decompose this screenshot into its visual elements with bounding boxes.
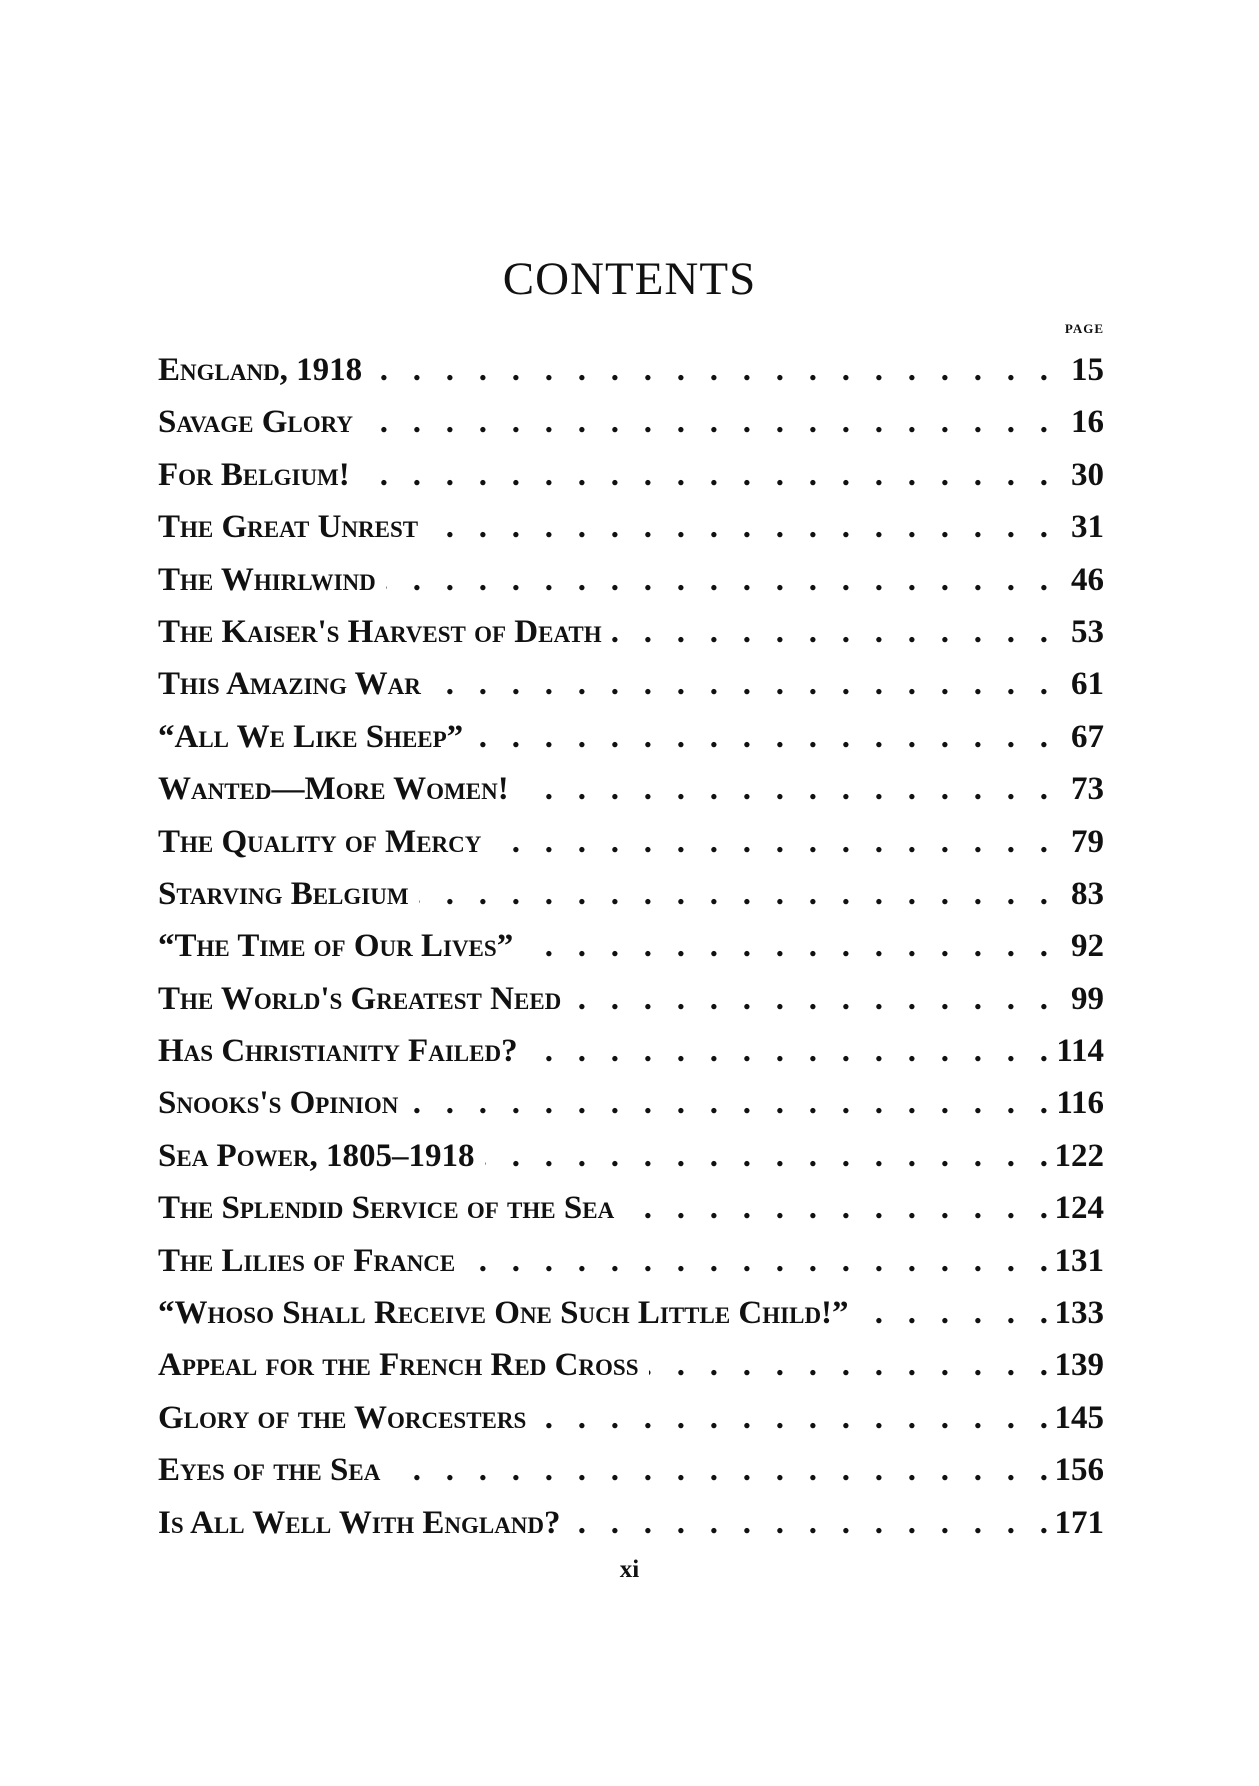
- toc-entry-page: 67: [1071, 718, 1104, 755]
- toc-entry-page: 133: [1054, 1295, 1104, 1332]
- toc-entry: [158, 396, 1104, 448]
- toc-entry-page: 131: [1054, 1242, 1104, 1279]
- toc-entry-page: 156: [1054, 1452, 1104, 1489]
- toc-entry: [158, 606, 1104, 658]
- dot-leader: [528, 1025, 1048, 1077]
- toc-entry-title: Appeal for the French Red Cross: [158, 1347, 639, 1384]
- dot-leader: [390, 1444, 1048, 1496]
- toc-entry-title: The Whirlwind: [158, 561, 376, 598]
- toc-entry-title: England, 1918: [158, 352, 363, 388]
- toc-entry-title: “All We Like Sheep”: [158, 718, 464, 755]
- toc-entry-page: 73: [1071, 771, 1104, 808]
- dot-leader: [519, 763, 1048, 815]
- dot-leader: [491, 816, 1048, 868]
- toc-entry-title: The World's Greatest Need: [158, 980, 562, 1017]
- toc-entry: [158, 816, 1104, 868]
- toc-entry: [158, 763, 1104, 815]
- toc-entry-page: 139: [1054, 1347, 1104, 1384]
- toc-entry: [158, 1130, 1104, 1182]
- toc-entry-title: The Quality of Mercy: [158, 823, 482, 860]
- dot-leader: [536, 1392, 1048, 1444]
- dot-leader: [523, 920, 1048, 972]
- dot-leader: [465, 1235, 1048, 1287]
- toc-entry-title: Eyes of the Sea: [158, 1452, 381, 1489]
- toc-entry: [158, 501, 1104, 553]
- toc-entry-title: The Kaiser's Harvest of Death: [158, 613, 602, 650]
- toc-entry: [158, 1287, 1104, 1339]
- toc-entry: [158, 1444, 1104, 1496]
- dot-leader: [386, 554, 1048, 606]
- dot-leader: [571, 973, 1048, 1025]
- dot-leader: [473, 711, 1048, 763]
- toc-entry: [158, 554, 1104, 606]
- page-column-label: PAGE: [1064, 321, 1104, 336]
- toc-entry-page: 61: [1071, 666, 1104, 703]
- toc-entry-page: 124: [1054, 1190, 1104, 1227]
- toc-entry: [158, 1025, 1104, 1077]
- toc-entry-title: The Splendid Service of the Sea: [158, 1190, 615, 1227]
- toc-entry-title: This Amazing War: [158, 666, 421, 703]
- toc-entry-title: Snooks's Opinion: [158, 1085, 399, 1122]
- toc-entry: [158, 920, 1104, 972]
- toc-entry: [158, 868, 1104, 920]
- toc-entry-page: 16: [1071, 404, 1104, 441]
- toc-entry-title: Is All Well With England?: [158, 1504, 561, 1541]
- toc-entry: [158, 1392, 1104, 1444]
- toc-entry-page: 83: [1071, 875, 1104, 912]
- toc-entry: [158, 973, 1104, 1025]
- dot-leader: [372, 344, 1048, 396]
- toc-entry-title: “Whoso Shall Receive One Such Little Child!”: [158, 1295, 849, 1332]
- toc-entry-title: Has Christianity Failed?: [158, 1033, 518, 1070]
- toc-entry-title: The Lilies of France: [158, 1242, 456, 1279]
- toc-entry: [158, 344, 1104, 396]
- toc-entry-title: Sea Power, 1805–1918: [158, 1137, 475, 1174]
- table-of-contents: [158, 344, 1104, 1549]
- dot-leader: [624, 1182, 1048, 1234]
- toc-entry-title: Savage Glory: [158, 404, 354, 441]
- page-title: CONTENTS: [502, 253, 757, 305]
- toc-entry: [158, 1497, 1104, 1549]
- toc-entry-page: 46: [1071, 561, 1104, 598]
- toc-entry-page: 79: [1071, 823, 1104, 860]
- toc-entry-page: 116: [1056, 1085, 1104, 1122]
- dot-leader: [612, 606, 1048, 658]
- toc-entry-page: 99: [1071, 980, 1104, 1017]
- toc-entry-title: The Great Unrest: [158, 509, 419, 546]
- dot-leader: [419, 868, 1048, 920]
- dot-leader: [485, 1130, 1048, 1182]
- toc-entry-page: 114: [1056, 1033, 1104, 1070]
- dot-leader: [428, 501, 1048, 553]
- toc-entry-page: 145: [1054, 1399, 1104, 1436]
- toc-entry: [158, 658, 1104, 710]
- toc-entry: [158, 1077, 1104, 1129]
- toc-entry: [158, 1182, 1104, 1234]
- toc-entry-page: 171: [1054, 1504, 1104, 1541]
- toc-entry-page: 31: [1071, 509, 1104, 546]
- toc-entry-title: Glory of the Worcesters: [158, 1399, 527, 1436]
- toc-entry-page: 122: [1054, 1137, 1104, 1174]
- toc-entry-page: 53: [1071, 613, 1104, 650]
- dot-leader: [360, 449, 1048, 501]
- dot-leader: [408, 1077, 1048, 1129]
- toc-entry-page: 30: [1071, 456, 1104, 493]
- toc-entry: [158, 449, 1104, 501]
- dot-leader: [649, 1339, 1048, 1391]
- toc-entry-title: For Belgium!: [158, 456, 350, 493]
- dot-leader: [859, 1287, 1048, 1339]
- dot-leader: [431, 658, 1048, 710]
- toc-entry: [158, 1235, 1104, 1287]
- toc-entry-page: 92: [1071, 928, 1104, 965]
- page-folio: xi: [619, 1556, 640, 1583]
- toc-entry: [158, 1339, 1104, 1391]
- toc-entry-page: 15: [1071, 352, 1104, 388]
- dot-leader: [571, 1497, 1048, 1549]
- toc-entry: [158, 711, 1104, 763]
- dot-leader: [363, 396, 1048, 448]
- toc-entry-title: Starving Belgium: [158, 875, 409, 912]
- toc-entry-title: “The Time of Our Lives”: [158, 928, 514, 965]
- toc-entry-title: Wanted—More Women!: [158, 771, 509, 808]
